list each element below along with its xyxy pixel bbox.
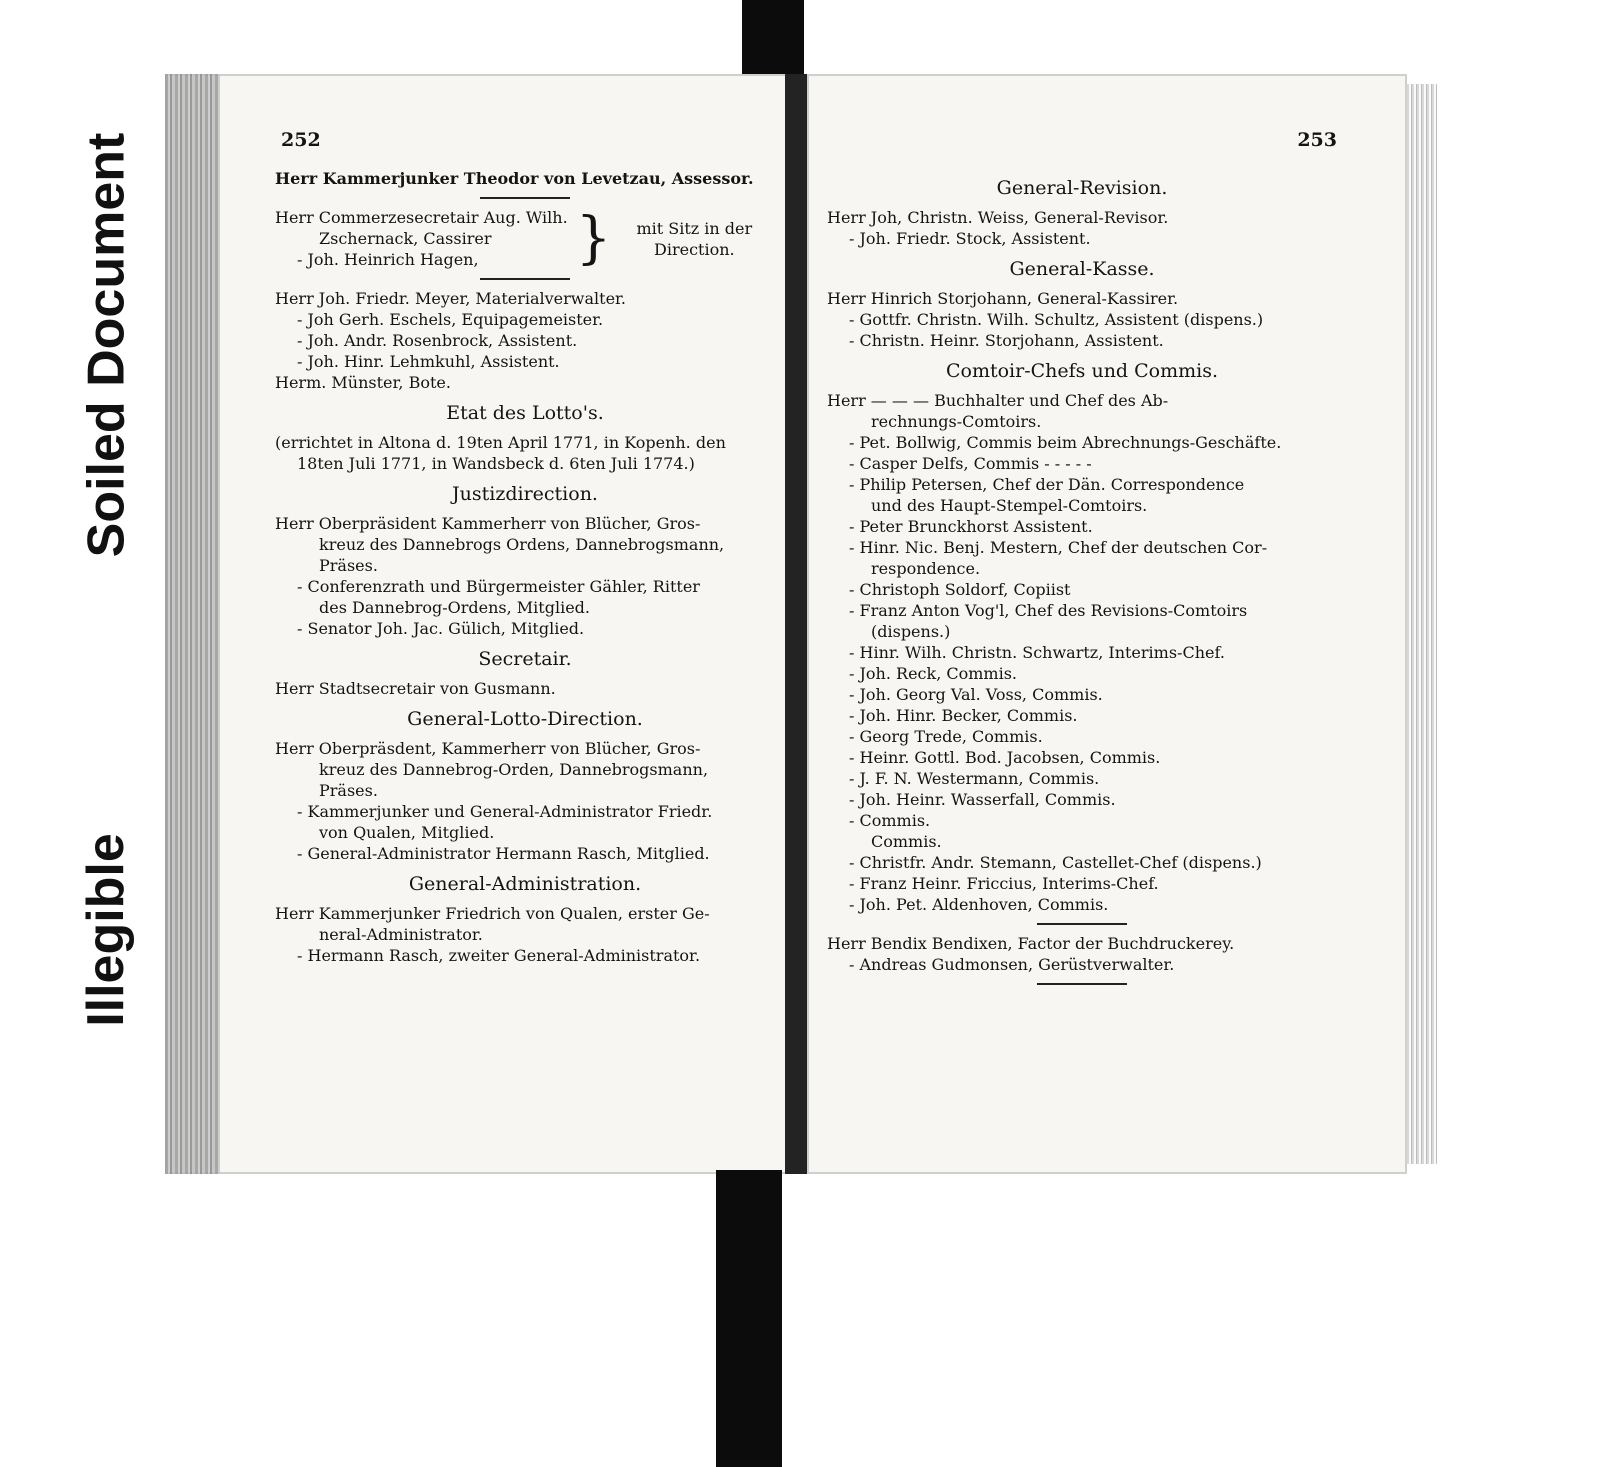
text-line: kreuz des Dannebrog-Orden, Dannebrogsmann, bbox=[319, 760, 709, 779]
text-line: Commis. bbox=[871, 832, 942, 851]
text-line: - Pet. Bollwig, Commis beim Abrechnungs-Geschäfte. bbox=[849, 433, 1282, 452]
text-line: 18ten Juli 1771, in Wandsbeck d. 6ten Juli 1774.) bbox=[297, 454, 695, 473]
text-line: (dispens.) bbox=[871, 622, 951, 641]
text-line: (errichtet in Altona d. 19ten April 1771, in Kopenh. den bbox=[275, 433, 726, 452]
brace-group bbox=[275, 207, 775, 270]
text-line: Herr Commerzesecretair Aug. Wilh. bbox=[275, 208, 568, 227]
section-rule bbox=[1037, 983, 1127, 985]
open-book bbox=[165, 74, 1450, 1184]
text-line: - Commis. bbox=[849, 811, 931, 830]
text-line: Herr Oberpräsdent, Kammerherr von Blücher, Gros- bbox=[275, 739, 701, 758]
text-line: - Kammerjunker und General-Administrator Friedr. bbox=[297, 802, 713, 821]
text-line: von Qualen, Mitglied. bbox=[319, 823, 495, 842]
text-line: - Christoph Soldorf, Copiist bbox=[849, 580, 1071, 599]
text-line: - Heinr. Gottl. Bod. Jacobsen, Commis. bbox=[849, 748, 1161, 767]
text-line: Herr Kammerjunker Friedrich von Qualen, erster Ge- bbox=[275, 904, 710, 923]
text-line: - Conferenzrath und Bürgermeister Gähler, Ritter bbox=[297, 577, 700, 596]
text-line: - Franz Anton Vog'l, Chef des Revisions-Comtoirs bbox=[849, 601, 1248, 620]
text-line: des Dannebrog-Ordens, Mitglied. bbox=[319, 598, 590, 617]
text-line: - Hinr. Nic. Benj. Mestern, Chef der deutschen Cor- bbox=[849, 538, 1268, 557]
text-line: - Christn. Heinr. Storjohann, Assistent. bbox=[849, 331, 1164, 350]
text-line: Zschernack, Cassirer bbox=[319, 229, 492, 248]
curly-brace: } bbox=[575, 205, 612, 271]
text-line: Herr — — — Buchhalter und Chef des Ab- bbox=[827, 391, 1169, 410]
illegible-stamp bbox=[50, 735, 162, 1125]
section-heading: General-Lotto-Direction. bbox=[407, 708, 643, 730]
left-page-text bbox=[275, 129, 775, 966]
text-line: - Joh. Reck, Commis. bbox=[849, 664, 1017, 683]
text-line: - Christfr. Andr. Stemann, Castellet-Chef (dispens.) bbox=[849, 853, 1262, 872]
section-rule bbox=[480, 278, 570, 280]
illegible-label: Illegible bbox=[77, 833, 136, 1027]
section-heading: General-Revision. bbox=[996, 177, 1168, 199]
book-gutter bbox=[785, 74, 807, 1174]
page-header-spacer bbox=[275, 134, 775, 168]
text-line: und des Haupt-Stempel-Comtoirs. bbox=[871, 496, 1148, 515]
text-line: - Peter Brunckhorst Assistent. bbox=[849, 517, 1093, 536]
text-line: - General-Administrator Hermann Rasch, Mitglied. bbox=[297, 844, 710, 863]
text-line: - Philip Petersen, Chef der Dän. Correspondence bbox=[849, 475, 1245, 494]
section-rule bbox=[480, 197, 570, 199]
text-line: Präses. bbox=[319, 556, 378, 575]
text-line: - Joh. Friedr. Stock, Assistent. bbox=[849, 229, 1091, 248]
section-heading: Comtoir-Chefs und Commis. bbox=[945, 360, 1219, 382]
text-line: - Joh. Heinrich Hagen, bbox=[297, 250, 479, 269]
text-line: Herm. Münster, Bote. bbox=[275, 373, 451, 392]
right-page bbox=[807, 74, 1407, 1174]
text-line: Herr Kammerjunker Theodor von Levetzau, Assessor. bbox=[275, 169, 754, 188]
text-line: - Andreas Gudmonsen, Gerüstverwalter. bbox=[849, 955, 1175, 974]
text-line: - Franz Heinr. Friccius, Interims-Chef. bbox=[849, 874, 1159, 893]
text-line: Herr Oberpräsident Kammerherr von Blücher, Gros- bbox=[275, 514, 701, 533]
soiled-document-label: Soiled Document bbox=[77, 132, 135, 558]
section-heading: General-Administration. bbox=[408, 873, 642, 895]
right-page-edge bbox=[1407, 84, 1437, 1164]
text-line: neral-Administrator. bbox=[319, 925, 483, 944]
text-line: respondence. bbox=[871, 559, 981, 578]
text-line: - J. F. N. Westermann, Commis. bbox=[849, 769, 1100, 788]
page-number-left: 252 bbox=[281, 129, 321, 151]
section-heading: General-Kasse. bbox=[1009, 258, 1155, 280]
section-heading: Justizdirection. bbox=[452, 483, 598, 505]
text-line: - Casper Delfs, Commis - - - - - bbox=[849, 454, 1092, 473]
text-line: rechnungs-Comtoirs. bbox=[871, 412, 1042, 431]
text-line: Herr Hinrich Storjohann, General-Kassirer. bbox=[827, 289, 1179, 308]
left-page bbox=[165, 74, 795, 1174]
section-heading: Etat des Lotto's. bbox=[446, 402, 604, 424]
left-page-edge bbox=[165, 74, 220, 1174]
text-line: - Senator Joh. Jac. Gülich, Mitglied. bbox=[297, 619, 585, 638]
text-line: - Joh. Pet. Aldenhoven, Commis. bbox=[849, 895, 1109, 914]
text-line: - Hinr. Wilh. Christn. Schwartz, Interims-Chef. bbox=[849, 643, 1225, 662]
brace-side-note: mit Sitz in der Direction. bbox=[636, 218, 753, 259]
text-line: - Joh. Georg Val. Voss, Commis. bbox=[849, 685, 1103, 704]
text-line: - Joh. Hinr. Becker, Commis. bbox=[849, 706, 1078, 725]
text-line: Präses. bbox=[319, 781, 378, 800]
text-line: - Joh Gerh. Eschels, Equipagemeister. bbox=[297, 310, 604, 329]
section-heading: Secretair. bbox=[478, 648, 572, 670]
stamp-column bbox=[0, 0, 160, 1467]
text-line: Herr Stadtsecretair von Gusmann. bbox=[275, 679, 556, 698]
page-number-right: 253 bbox=[1297, 129, 1337, 151]
text-line: kreuz des Dannebrogs Ordens, Dannebrogsmann, bbox=[319, 535, 725, 554]
binding-strap-bottom bbox=[716, 1170, 782, 1467]
page-header-spacer bbox=[827, 134, 1337, 168]
right-page-text bbox=[827, 129, 1337, 993]
text-line: - Joh. Hinr. Lehmkuhl, Assistent. bbox=[297, 352, 560, 371]
text-line: - Gottfr. Christn. Wilh. Schultz, Assistent (dispens.) bbox=[849, 310, 1264, 329]
section-rule bbox=[1037, 923, 1127, 925]
text-line: Herr Bendix Bendixen, Factor der Buchdruckerey. bbox=[827, 934, 1235, 953]
soiled-document-stamp bbox=[50, 95, 162, 595]
text-line: - Hermann Rasch, zweiter General-Administrator. bbox=[297, 946, 701, 965]
text-line: Herr Joh. Friedr. Meyer, Materialverwalter. bbox=[275, 289, 627, 308]
text-line: - Joh. Andr. Rosenbrock, Assistent. bbox=[297, 331, 578, 350]
brace-group-names bbox=[275, 207, 568, 270]
text-line: Herr Joh, Christn. Weiss, General-Revisor. bbox=[827, 208, 1169, 227]
text-line: - Georg Trede, Commis. bbox=[849, 727, 1043, 746]
text-line: - Joh. Heinr. Wasserfall, Commis. bbox=[849, 790, 1116, 809]
